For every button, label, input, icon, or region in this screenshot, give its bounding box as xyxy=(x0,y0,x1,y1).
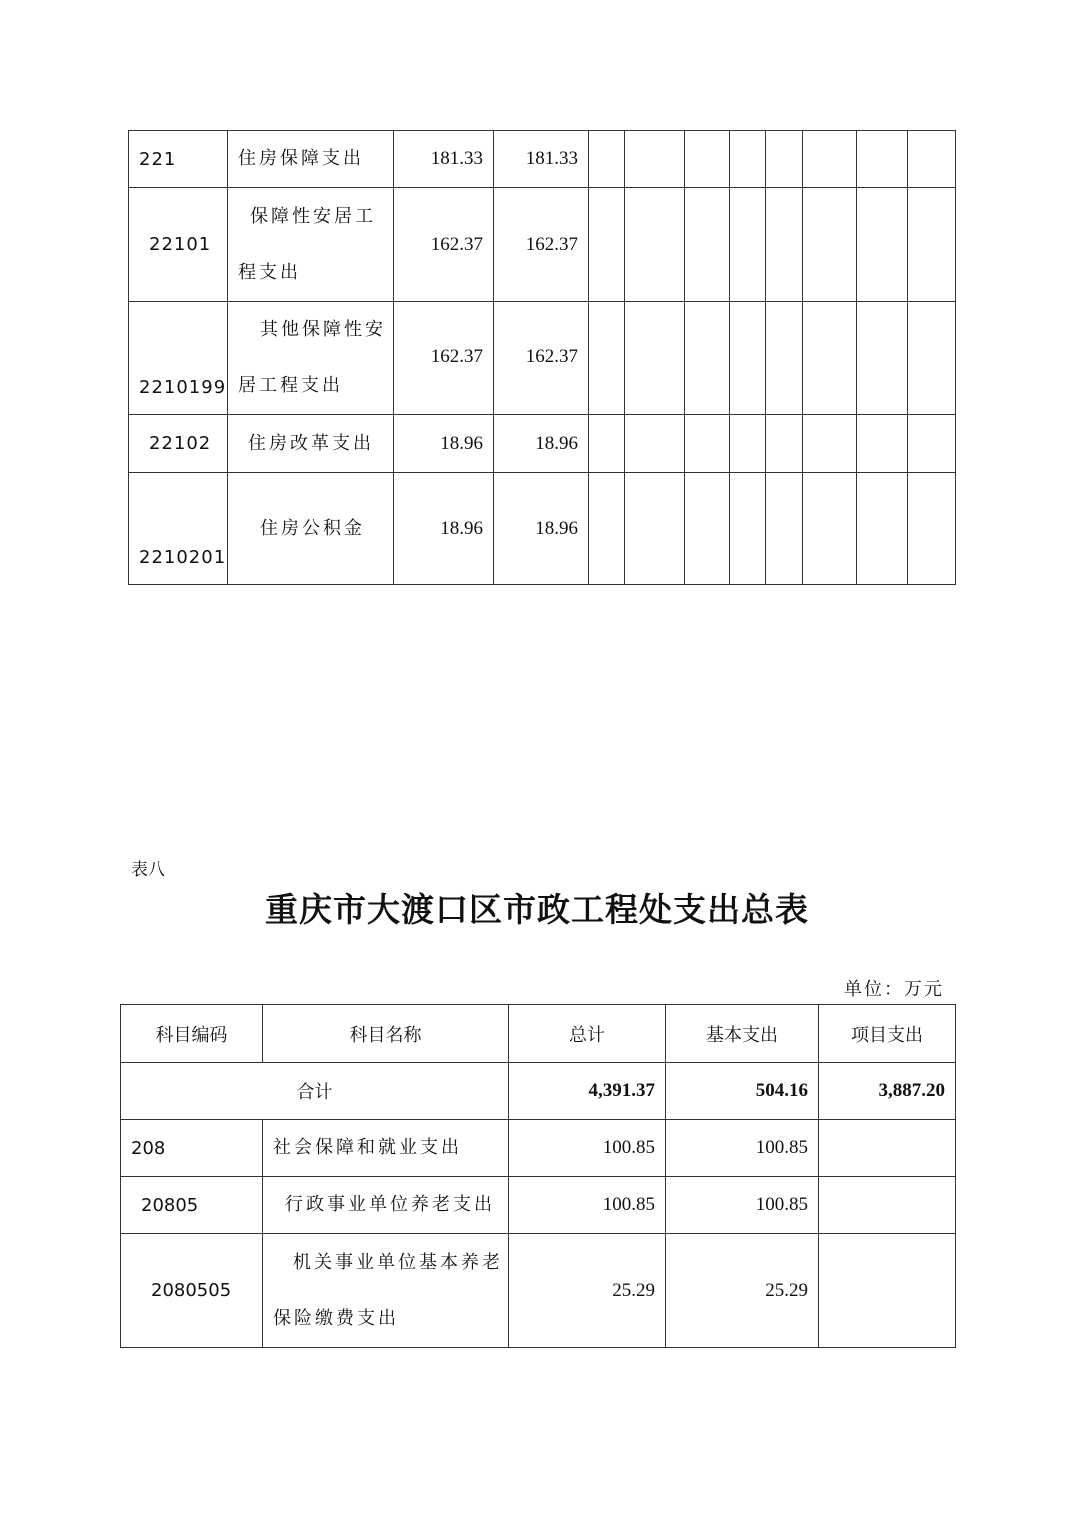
table-label: 表八 xyxy=(131,860,165,880)
subject-name-line1: 其他保障性安 xyxy=(260,319,386,340)
table-row xyxy=(121,1120,956,1177)
subject-code: 208 xyxy=(121,1120,263,1177)
subject-name: 住房公积金 xyxy=(228,473,394,585)
subject-code: 2080505 xyxy=(121,1234,263,1348)
total-label: 合计 xyxy=(121,1063,509,1120)
total-value: 100.85 xyxy=(509,1177,666,1234)
subject-name: 住房改革支出 xyxy=(228,415,394,473)
subject-name-line2: 保险缴费支出 xyxy=(273,1307,399,1329)
subject-name xyxy=(228,188,394,302)
subject-code: 2210199 xyxy=(129,302,228,415)
total-row xyxy=(121,1063,956,1120)
basic-value: 18.96 xyxy=(494,473,589,585)
basic-value: 504.16 xyxy=(666,1063,819,1120)
table-row xyxy=(129,302,956,415)
basic-value: 18.96 xyxy=(494,415,589,473)
subject-name: 社会保障和就业支出 xyxy=(263,1120,509,1177)
header-basic: 基本支出 xyxy=(666,1005,819,1063)
basic-value: 100.85 xyxy=(666,1120,819,1177)
basic-value: 162.37 xyxy=(494,188,589,302)
total-value: 18.96 xyxy=(394,415,494,473)
header-project: 项目支出 xyxy=(819,1005,956,1063)
total-value: 18.96 xyxy=(394,473,494,585)
subject-code: 2210201 xyxy=(129,473,228,585)
subject-code: 22101 xyxy=(129,188,228,302)
basic-value: 25.29 xyxy=(666,1234,819,1348)
header-subject-name: 科目名称 xyxy=(263,1005,509,1063)
subject-code: 20805 xyxy=(121,1177,263,1234)
page-title: 重庆市大渡口区市政工程处支出总表 xyxy=(265,890,809,929)
subject-name: 行政事业单位养老支出 xyxy=(263,1177,509,1234)
header-total: 总计 xyxy=(509,1005,666,1063)
expenditure-summary-table xyxy=(120,1004,956,1348)
subject-name-line1: 机关事业单位基本养老 xyxy=(293,1251,503,1273)
total-value: 162.37 xyxy=(394,188,494,302)
total-value: 4,391.37 xyxy=(509,1063,666,1120)
table-row xyxy=(129,131,956,188)
subject-name-line2: 居工程支出 xyxy=(238,375,343,396)
unit-label: 单位：万元 xyxy=(844,979,944,1000)
table-row xyxy=(121,1234,956,1348)
table-header-row xyxy=(121,1005,956,1063)
table-row xyxy=(129,473,956,585)
project-value xyxy=(819,1120,956,1177)
subject-name xyxy=(228,302,394,415)
basic-value: 100.85 xyxy=(666,1177,819,1234)
total-value: 25.29 xyxy=(509,1234,666,1348)
project-value: 3,887.20 xyxy=(819,1063,956,1120)
subject-code: 22102 xyxy=(129,415,228,473)
subject-code: 221 xyxy=(129,131,228,188)
project-value xyxy=(819,1234,956,1348)
table-row xyxy=(129,415,956,473)
expenditure-table-continued xyxy=(128,130,956,585)
subject-name xyxy=(263,1234,509,1348)
basic-value: 181.33 xyxy=(494,131,589,188)
total-value: 100.85 xyxy=(509,1120,666,1177)
subject-name: 住房保障支出 xyxy=(228,131,394,188)
total-value: 162.37 xyxy=(394,302,494,415)
project-value xyxy=(819,1177,956,1234)
total-value: 181.33 xyxy=(394,131,494,188)
subject-name-line1: 保障性安居工 xyxy=(250,205,376,227)
header-subject-code: 科目编码 xyxy=(121,1005,263,1063)
table-row xyxy=(121,1177,956,1234)
subject-name-line2: 程支出 xyxy=(238,261,301,283)
basic-value: 162.37 xyxy=(494,302,589,415)
table-row xyxy=(129,188,956,302)
